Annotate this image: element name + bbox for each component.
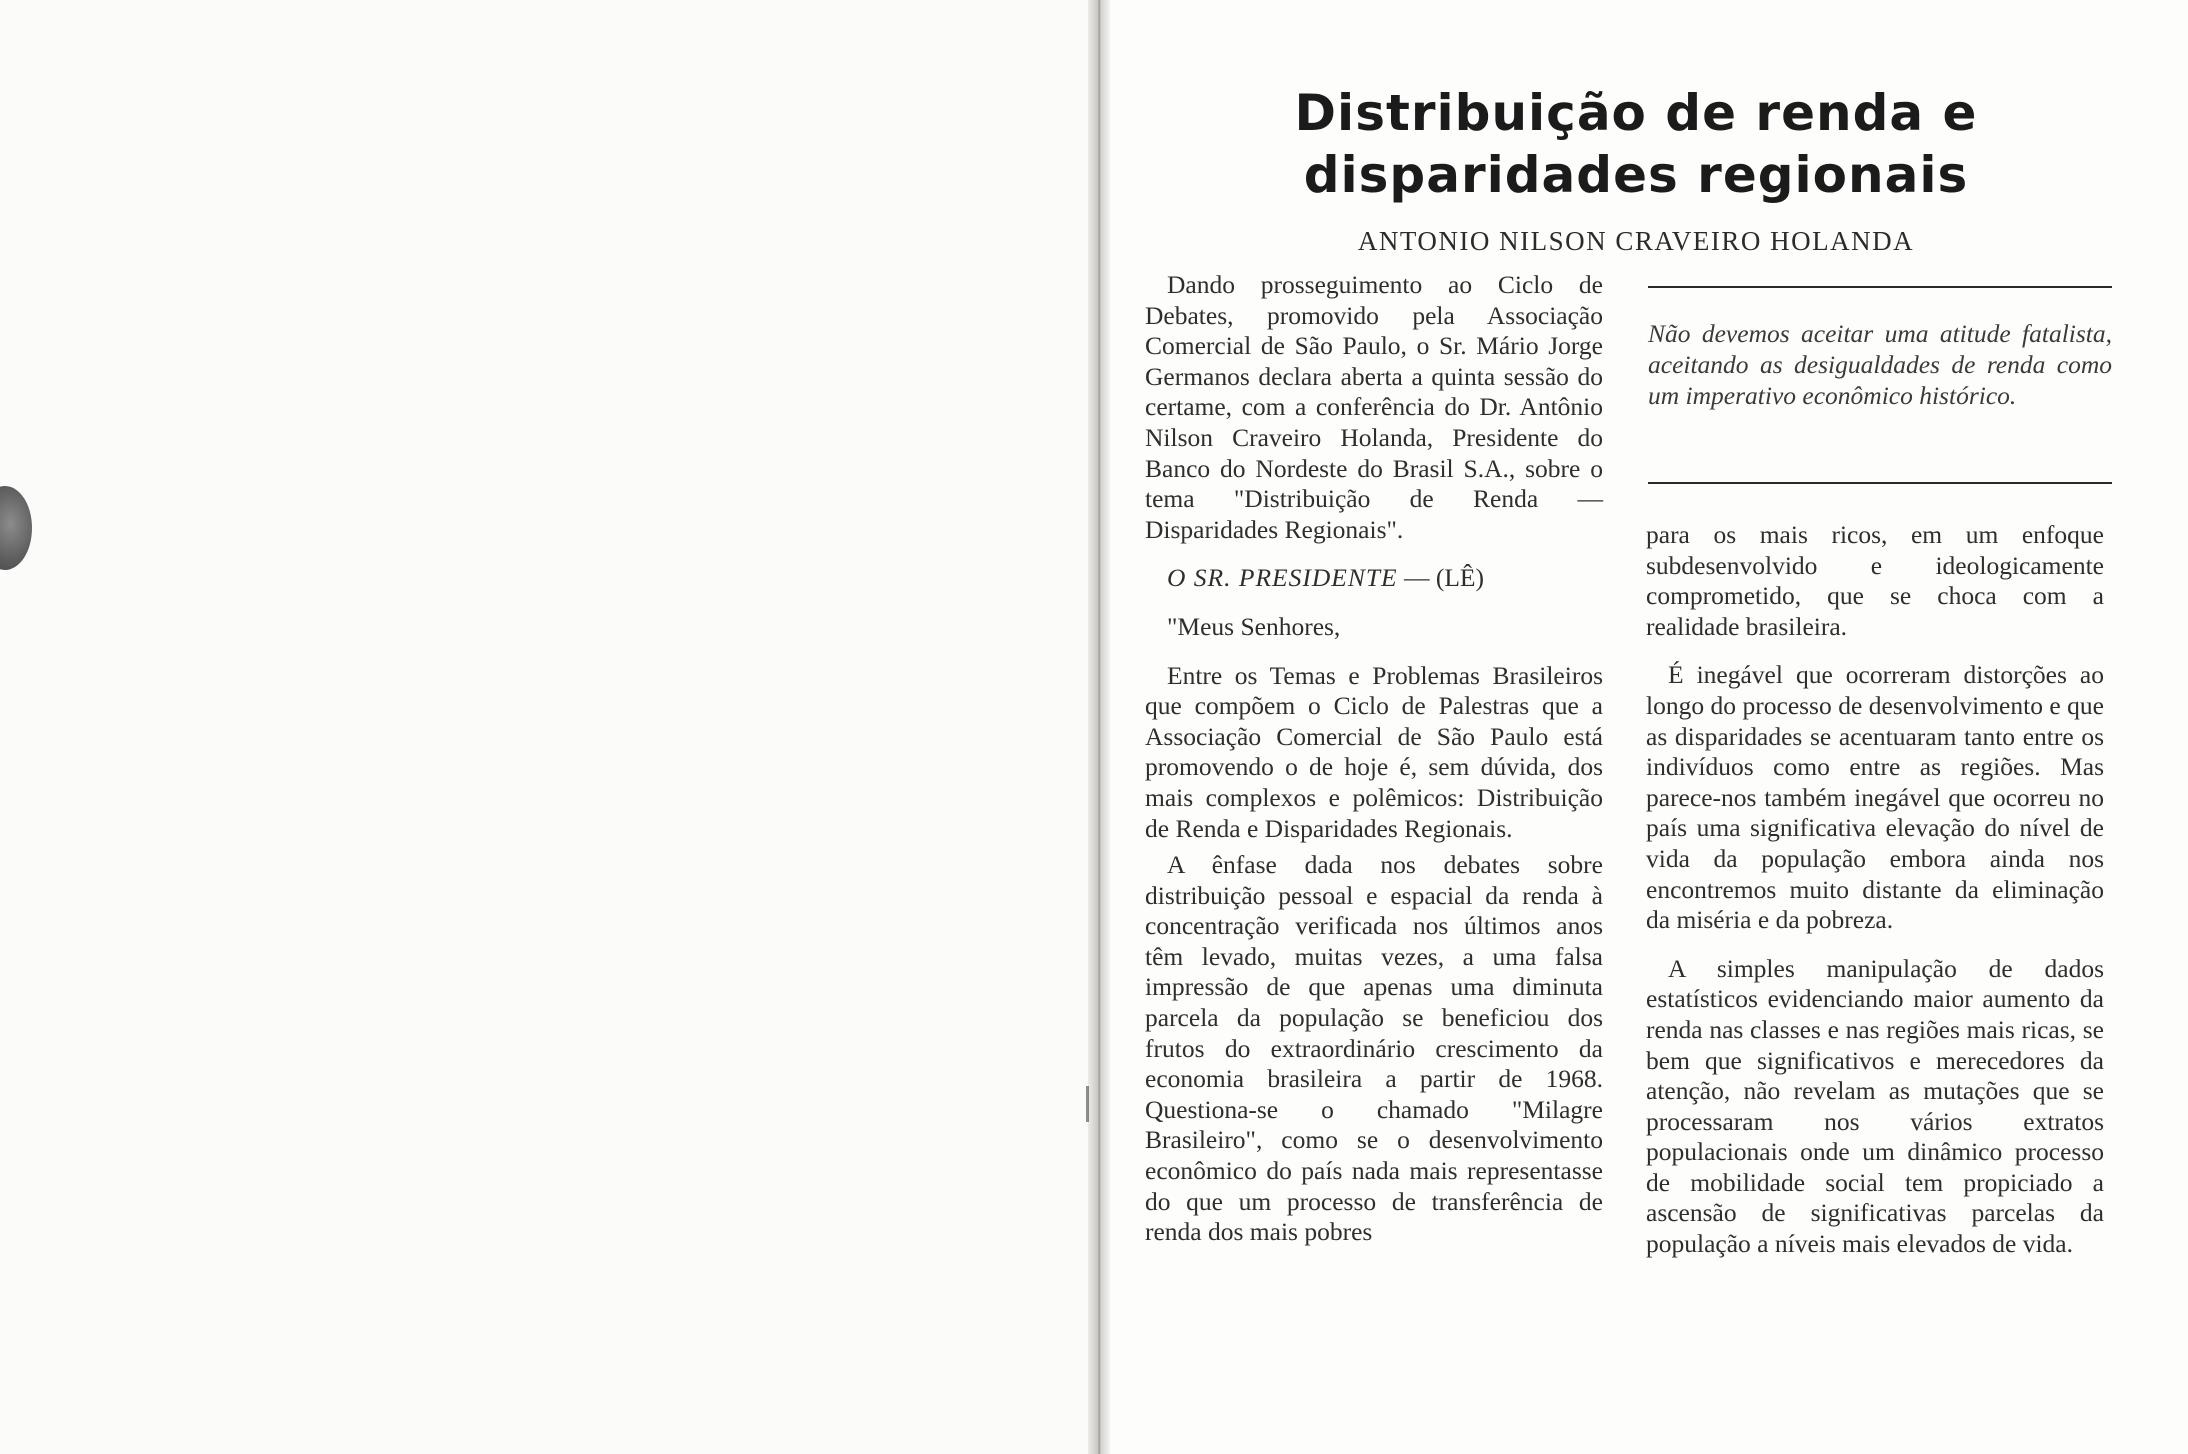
book-gutter xyxy=(1088,0,1110,1454)
body-paragraph: Entre os Temas e Problemas Brasileiros que compõem o Ciclo de Palestras que a Associação Comercial de São Paulo está promovendo o de hoje é, sem dúvida, dos mais complexos e polêmicos: Distribuição de Renda e Disparidades Regionais. xyxy=(1145,660,1603,843)
salutation: "Meus Senhores, xyxy=(1167,611,1341,641)
speaker-note: — (LÊ) xyxy=(1403,563,1484,593)
pull-quote-bottom-rule xyxy=(1648,482,2112,484)
body-paragraph: É inegável que ocorreram distorções ao longo do processo de desenvolvimento e que as disparidades se acentuaram tanto entre os indivíduos como entre as regiões. Mas parece-nos também inegável que ocorreu no país uma significativa elevação do nível de vida da população embora ainda nos encontremos muito distante da eliminação da miséria e da pobreza. xyxy=(1646,660,2104,935)
pull-quote-top-rule xyxy=(1648,286,2112,288)
body-paragraph: A ênfase dada nos debates sobre distribuição pessoal e espacial da renda à concentração verificada nos últimos anos têm levado, muitas vezes, a uma falsa impressão de que apenas uma diminuta parcela da população se beneficiou dos frutos do extraordinário crescimento da economia brasileira a partir de 1968. Questiona-se o chamado "Milagre Brasileiro", como se o desenvolvimento econômico do país nada mais representasse do que um processo de transferência de renda dos mais pobres xyxy=(1145,850,1603,1247)
scan-mark xyxy=(1086,1086,1089,1122)
body-paragraph: A simples manipulação de dados estatísticos evidenciando maior aumento da renda nas classes e nas regiões mais ricas, se bem que significativos e merecedores da atenção, não revelam as mutações que se processaram nos vários extratos populacionais onde um dinâmico processo de mobilidade social tem propiciado a ascensão de significativas parcelas da população a níveis mais elevados de vida. xyxy=(1646,953,2104,1259)
left-column xyxy=(1145,270,1603,1248)
intro-paragraph: Dando prosseguimento ao Ciclo de Debates, promovido pela Associação Comercial de São Paulo, o Sr. Mário Jorge Germanos declara aberta a quinta sessão do certame, com a conferência do Dr. Antônio Nilson Craveiro Holanda, Presidente do Banco do Nordeste do Brasil S.A., sobre o tema "Distribuição de Renda — Disparidades Regionais". xyxy=(1145,270,1603,544)
continuation-paragraph: para os mais ricos, em um enfoque subdesenvolvido e ideologicamente comprometido, que se choca com a realidade brasileira. xyxy=(1646,520,2104,641)
pull-quote: Não devemos aceitar uma atitude fatalista, aceitando as desigualdades de renda como um imperativo econômico histórico. xyxy=(1648,319,2112,410)
speaker-line xyxy=(1145,563,1603,594)
right-column xyxy=(1646,520,2104,1260)
article-title: Distribuição de renda e disparidades regionais xyxy=(1294,84,1978,204)
binder-hole-mark xyxy=(0,486,32,570)
speaker-name: O SR. PRESIDENTE xyxy=(1167,563,1398,593)
article-author: ANTONIO NILSON CRAVEIRO HOLANDA xyxy=(1357,226,1915,256)
